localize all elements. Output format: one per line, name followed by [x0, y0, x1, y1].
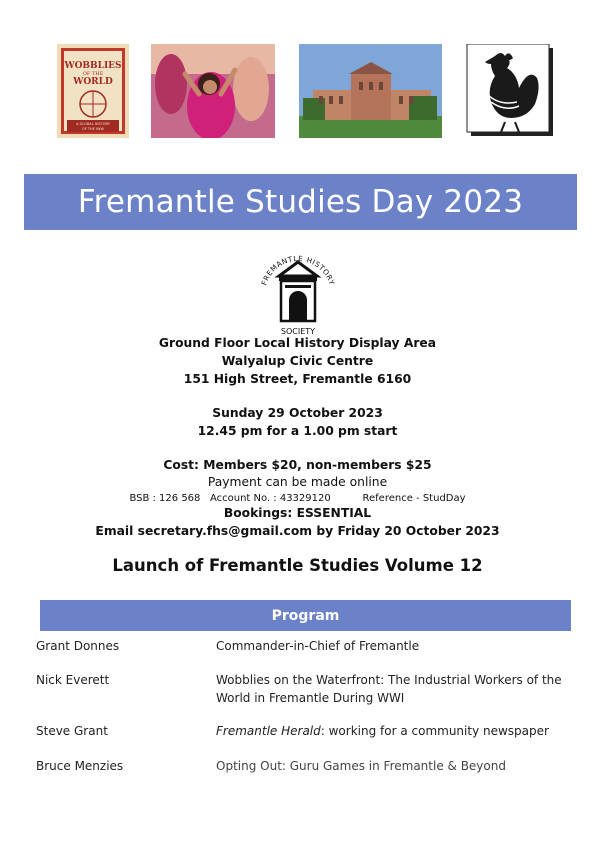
speaker-name: Bruce Menzies [36, 759, 124, 773]
bank-details: BSB : 126 568 Account No. : 43329120 Reference - StudDay [129, 493, 466, 504]
talk-title-rest: : working for a community newspaper [320, 724, 549, 738]
title-banner [24, 174, 577, 230]
logo-arc-text: FREMANTLE HISTORY [259, 253, 337, 287]
book-subtitle-line2: OF THE IWW [82, 127, 104, 131]
book-title-line3: WORLD [73, 77, 113, 87]
booking-email-line: Email secretary.fhs@gmail.com by Friday 20 October 2023 [95, 524, 500, 538]
event-title: Fremantle Studies Day 2023 [77, 184, 524, 220]
book-title-line1: WOBBLIES [64, 61, 122, 71]
building-photo [299, 44, 442, 138]
logo-society-text: SOCIETY [280, 327, 316, 336]
book-subtitle-line1: A GLOBAL HISTORY [76, 122, 110, 126]
speaker-name: Grant Donnes [36, 639, 120, 653]
talk-title-italic: Fremantle Herald [216, 724, 321, 738]
cost-line: Cost: Members $20, non-members $25 [163, 458, 432, 472]
event-time: 12.45 pm for a 1.00 pm start [197, 424, 398, 438]
talk-title [216, 722, 566, 740]
book-cover-image [57, 44, 129, 138]
talk-title: Commander-in-Chief of Fremantle [216, 639, 420, 653]
rooster-woodcut-image [465, 44, 555, 138]
launch-heading: Launch of Fremantle Studies Volume 12 [112, 556, 483, 575]
venue-line-1: Ground Floor Local History Display Area [158, 336, 437, 350]
bookings-line: Bookings: ESSENTIAL [223, 506, 372, 520]
talk-title: Opting Out: Guru Games in Fremantle & Beyond [216, 759, 506, 773]
speaker-name: Nick Everett [36, 673, 110, 687]
book-title-line2: OF THE [82, 71, 104, 77]
program-title: Program [271, 607, 340, 624]
program-header-bar [40, 600, 571, 631]
talk-title: Wobblies on the Waterfront: The Industrial Workers of the World in Fremantle During WWI [216, 673, 562, 705]
venue-line-2: Walyalup Civic Centre [221, 354, 374, 368]
speaker-name: Steve Grant [36, 724, 108, 738]
venue-line-3: 151 High Street, Fremantle 6160 [183, 372, 412, 386]
event-date: Sunday 29 October 2023 [212, 406, 383, 420]
payment-note: Payment can be made online [207, 475, 388, 489]
fremantle-history-society-logo [251, 244, 345, 336]
dancers-photo [151, 44, 275, 138]
